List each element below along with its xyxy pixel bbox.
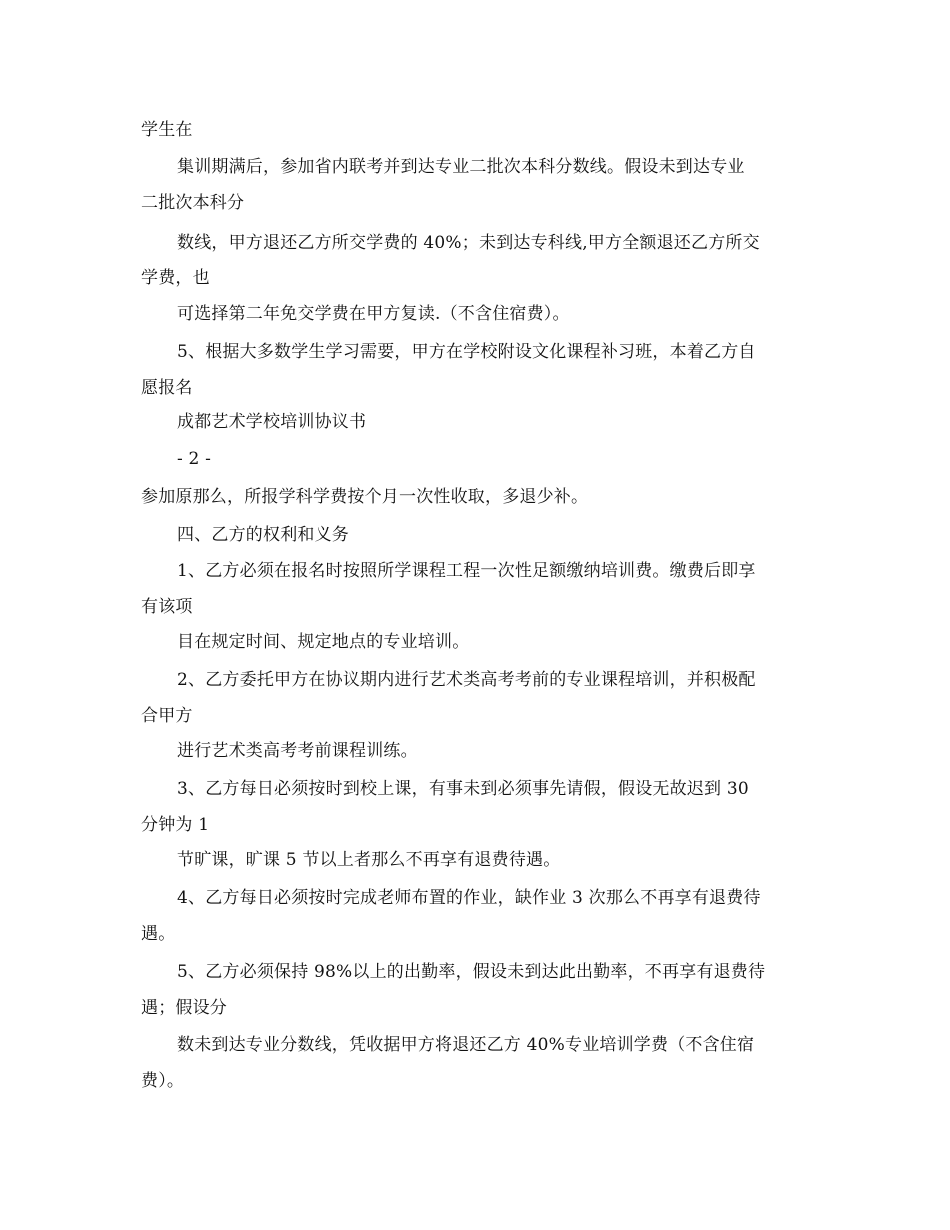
text-line: 进行艺术类高考考前课程训练。 <box>177 741 418 761</box>
text-line: 合甲方 <box>141 706 193 726</box>
text-line: 分钟为 1 <box>141 815 210 835</box>
text-line: 遇；假设分 <box>141 998 227 1018</box>
document-title-line: 成都艺术学校培训协议书 <box>177 412 367 432</box>
text-line: 费）。 <box>141 1071 185 1091</box>
text-line: 参加原那么，所报学科学费按个月一次性收取，多退少补。 <box>141 487 589 507</box>
text-line: 集训期满后，参加省内联考并到达专业二批次本科分数线。假设未到达专业 <box>177 157 745 177</box>
text-line: 遇。 <box>141 924 176 944</box>
text-line: 目在规定时间、规定地点的专业培训。 <box>177 632 470 652</box>
text-line: 5、乙方必须保持 98%以上的出勤率，假设未到达此出勤率，不再享有退费待 <box>177 962 766 982</box>
text-line: 3、乙方每日必须按时到校上课，有事未到必须事先请假，假设无故迟到 30 <box>177 779 749 799</box>
section-heading: 四、乙方的权利和义务 <box>177 525 349 545</box>
text-line: 学费，也 <box>141 268 210 288</box>
text-line: 数未到达专业分数线，凭收据甲方将退还乙方 40%专业培训学费（不含住宿 <box>177 1035 755 1055</box>
text-line: 数线，甲方退还乙方所交学费的 40%；未到达专科线,甲方全额退还乙方所交 <box>177 233 760 253</box>
text-line: 节旷课，旷课 5 节以上者那么不再享有退费待遇。 <box>177 850 561 870</box>
text-line: 4、乙方每日必须按时完成老师布置的作业，缺作业 3 次那么不再享有退费待 <box>177 888 761 908</box>
text-line: 1、乙方必须在报名时按照所学课程工程一次性足额缴纳培训费。缴费后即享 <box>177 561 756 581</box>
text-line: 学生在 <box>141 120 193 140</box>
text-line: 5、根据大多数学生学习需要，甲方在学校附设文化课程补习班，本着乙方自 <box>177 342 756 362</box>
page-number: - 2 - <box>177 449 212 469</box>
text-line: 有该项 <box>141 597 193 617</box>
text-line: 2、乙方委托甲方在协议期内进行艺术类高考考前的专业课程培训，并积极配 <box>177 670 756 690</box>
text-line: 愿报名 <box>141 378 193 398</box>
text-line: 二批次本科分 <box>141 193 245 213</box>
text-line: 可选择第二年免交学费在甲方复读.（不含住宿费）。 <box>177 304 570 324</box>
